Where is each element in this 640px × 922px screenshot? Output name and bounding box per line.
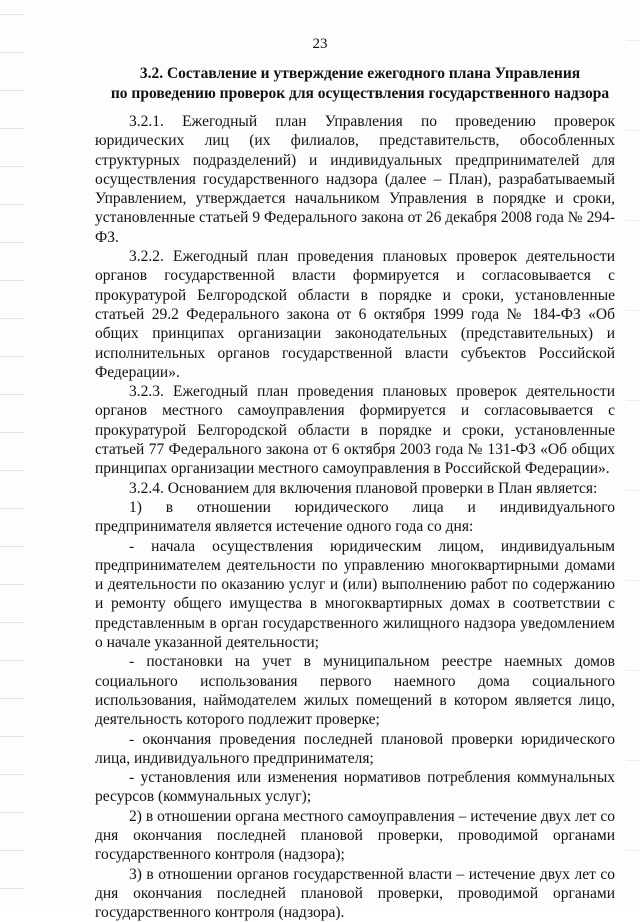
- list-item-3: 3) в отношении органов государственной власти – истечение двух лет со дня окончания последней плановой проверки, проводимой органами государственного контроля (надзора).: [95, 865, 615, 922]
- sub-item-last-inspection: - окончания проведения последней плановой проверки юридического лица, индивидуального предпринимателя;: [95, 730, 615, 767]
- paragraph-3-2-2: 3.2.2. Ежегодный план проведения плановых проверок деятельности органов государственной власти формируется и согласовывается с прокуратурой Белгородской области в порядке и сроки, установленные статьей 29.2 Федерального закона от 6 октября 1999 года № 184-ФЗ «Об общих принципах организации законодательных (представительных) и исполнительных органов государственной власти субъектов Российской Федерации».: [95, 248, 615, 381]
- sub-item-start-of-activity: - начала осуществления юридическим лицом, индивидуальным предпринимателем деятельности по управлению многоквартирными домами и деятельности по оказанию услуг и (или) выполнению работ по содержанию и ремонту общего имущества в многоквартирных домах в соответствии с представленным в орган государственного жилищного надзора уведомлением о начале указанной деятельности;: [95, 537, 615, 652]
- sub-item-norms: - установления или изменения нормативов потребления коммунальных ресурсов (коммунальных услуг);: [95, 769, 615, 806]
- scan-edge-artifact: [0, 0, 24, 905]
- section-heading-line-2: по проведению проверок для осуществления государственного надзора: [110, 85, 610, 102]
- scan-edge-artifact-right: [626, 0, 640, 905]
- list-item-1: 1) в отношении юридического лица и индивидуального предпринимателя является истечение одного года со дня:: [95, 498, 615, 536]
- section-heading: [95, 64, 625, 104]
- list-item-2: 2) в отношении органа местного самоуправления – истечение двух лет со дня окончания последней плановой проверки, проводимой органами государственного контроля (надзора);: [95, 807, 615, 864]
- section-heading-line-1: 3.2. Составление и утверждение ежегодного плана Управления: [139, 65, 581, 82]
- paragraph-3-2-3: 3.2.3. Ежегодный план проведения плановых проверок деятельности органов местного самоуправления формируется и согласовывается с прокуратурой Белгородской области в порядке и сроки, установленные статьей 77 Федерального закона от 6 октября 2003 года № 131-ФЗ «Об общих принципах организации местного самоуправления в Российской Федерации».: [95, 383, 615, 478]
- sub-item-registration: - постановки на учет в муниципальном реестре наемных домов социального использования первого наемного дома социального использования, наймодателем жилых помещений в котором является лицо, деятельность которого подлежит проверке;: [95, 653, 615, 729]
- paragraph-3-2-1: 3.2.1. Ежегодный план Управления по проведению проверок юридических лиц (их филиалов, представительств, обособленных структурных подразделений) и индивидуальных предпринимателей для осуществления государственного надзора (далее – План), разрабатываемый Управлением, утверждается начальником Управления в порядке и сроки, установленные статьей 9 Федерального закона от 26 декабря 2008 года № 294-ФЗ.: [95, 113, 615, 246]
- paragraph-3-2-4: 3.2.4. Основанием для включения плановой проверки в План является:: [129, 479, 598, 497]
- document-body: [95, 112, 615, 922]
- page-number: 23: [312, 36, 328, 52]
